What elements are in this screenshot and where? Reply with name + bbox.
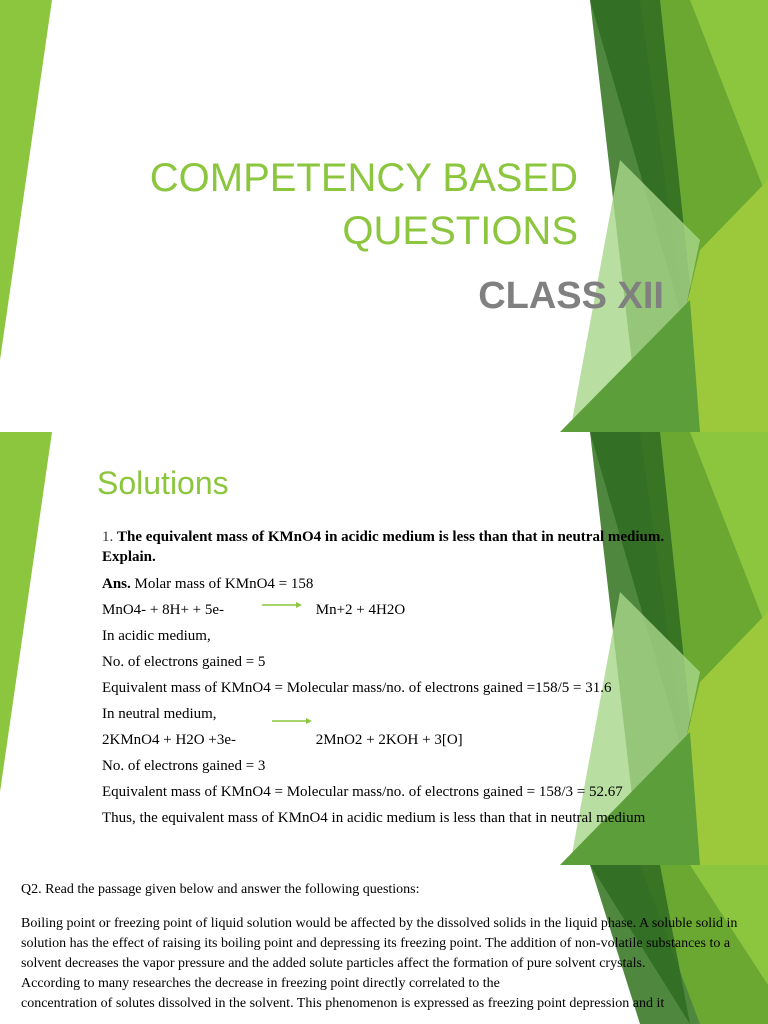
answer-text: Molar mass of KMnO4 = 158 bbox=[134, 576, 314, 592]
line-conclusion: Thus, the equivalent mass of KMnO4 in acidic medium is less than that in neutral medium bbox=[102, 810, 646, 826]
subtitle: CLASS XII bbox=[478, 275, 664, 317]
passage-text: Boiling point or freezing point of liquid solution would be affected by the dissolved solids in the liquid phase. A soluble solid in solution has the effect of raising its boiling point and depressing its freezing point. The addition of non-volatile substances to a solvent decreases the vapor pressure and the added solute particles affect the formation of pure solvent crystals. bbox=[21, 916, 738, 971]
line-eqmass-2: Equivalent mass of KMnO4 = Molecular mass/no. of electrons gained = 158/3 = 52.67 bbox=[102, 784, 623, 800]
arrow-icon bbox=[272, 717, 312, 725]
question-number: 1. bbox=[102, 529, 114, 545]
equation-1 bbox=[102, 597, 692, 623]
question-1 bbox=[102, 527, 692, 567]
passage-text-3: concentration of solutes dissolved in the solvent. This phenomenon is expressed as freezing point depression and it bbox=[21, 996, 665, 1011]
arrow-icon bbox=[262, 601, 302, 609]
line-electrons-1: No. of electrons gained = 5 bbox=[102, 654, 266, 670]
equation-2-right: 2MnO2 + 2KOH + 3[O] bbox=[315, 732, 463, 748]
equation-1-left: MnO4- + 8H+ + 5e- bbox=[102, 602, 225, 618]
question-text: The equivalent mass of KMnO4 in acidic medium is less than that in neutral medium. Explain. bbox=[102, 529, 665, 565]
answer-body bbox=[102, 527, 692, 831]
line-acidic: In acidic medium, bbox=[102, 628, 211, 644]
line-electrons-2: No. of electrons gained = 3 bbox=[102, 758, 266, 774]
slide-title bbox=[0, 0, 768, 432]
line-neutral: In neutral medium, bbox=[102, 706, 217, 722]
answer-label: Ans. bbox=[102, 576, 131, 592]
equation-1-right: Mn+2 + 4H2O bbox=[315, 602, 406, 618]
page-title bbox=[78, 152, 578, 258]
answer-line bbox=[102, 571, 692, 597]
question-2: Q2. Read the passage given below and answer the following questions: bbox=[21, 882, 420, 897]
section-title: Solutions bbox=[97, 465, 229, 501]
equation-2 bbox=[102, 727, 692, 753]
title-line-2: QUESTIONS bbox=[342, 209, 578, 253]
line-eqmass-1: Equivalent mass of KMnO4 = Molecular mass/no. of electrons gained =158/5 = 31.6 bbox=[102, 680, 612, 696]
equation-2-left: 2KMnO4 + H2O +3e- bbox=[102, 732, 236, 748]
passage-body bbox=[21, 880, 766, 1014]
passage-text-2: According to many researches the decrease in freezing point directly correlated to the bbox=[21, 976, 500, 991]
title-line-1: COMPETENCY BASED bbox=[149, 156, 578, 200]
